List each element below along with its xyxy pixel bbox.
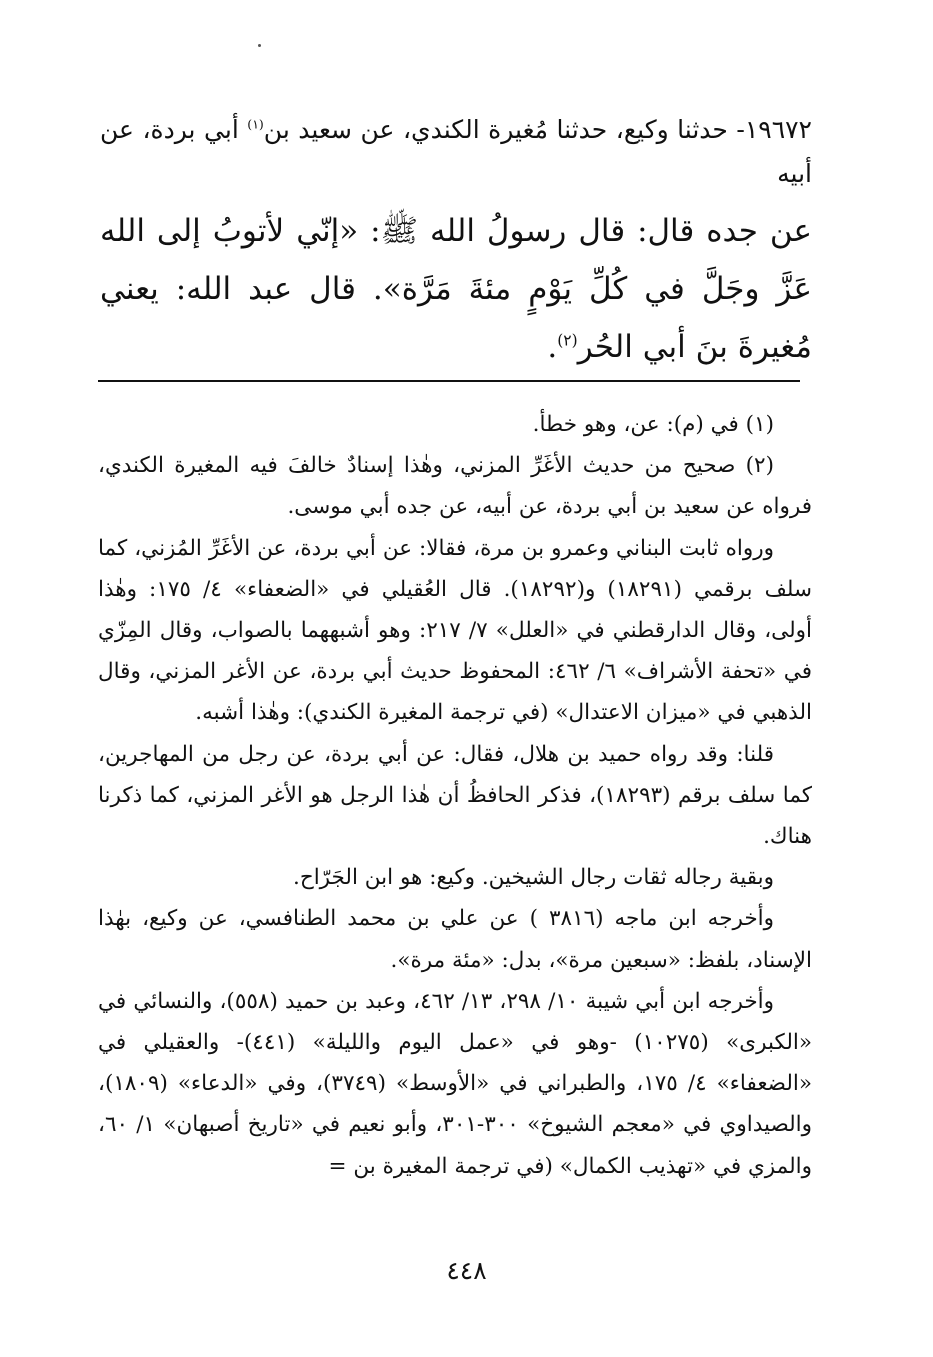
matn-text: عن جده قال: قال رسولُ الله ﷺ: «إنّي لأتوبُ إلى الله عَزَّ وجَلَّ في كُلِّ يَوْمٍ مئةَ مَرَّة». قال عبد الله: يعني مُغيرةَ بنَ أبي الحُر xyxy=(100,213,812,365)
footnote-2-para-6: وأخرجه ابن أبي شيبة ١٠/ ٢٩٨، ١٣/ ٤٦٢، وعبد بن حميد (٥٥٨)، والنسائي في «الكبرى» (١٠٢٧٥) -وهو في «عمل اليوم والليلة» (٤٤١)- والعقيلي في «الضعفاء» ٤/ ١٧٥، والطبراني في «الأوسط» (٣٧٤٩)، وفي «الدعاء» (١٨٠٩)، والصيداوي في «معجم الشيوخ» ٣٠٠-٣٠١، وأبو نعيم في «تاريخ أصبهان» ١/ ٦٠، والمزي في «تهذيب الكمال» (في ترجمة المغيرة بن = xyxy=(98,988,813,1179)
page-number: ٤٤٨ xyxy=(446,1256,487,1285)
footnote-2-para-2: ورواه ثابت البناني وعمرو بن مرة، فقالا: عن أبي بردة، عن الأغَرِّ المُزني، كما سلف برقمي (١٨٢٩١) و(١٨٢٩٢). قال العُقيلي في «الضعفاء» ٤/ ١٧٥: وهٰذا أولى، وقال الدارقطني في «العلل» ٧/ ٢١٧: وهو أشبههما بالصواب، وقال المِزّي في «تحفة الأشراف» ٦/ ٤٦٢: المحفوظ حديث أبي بردة، عن الأغر المزني، وقال الذهبي في «ميزان الاعتدال» (في ترجمة المغيرة الكندي): وهٰذا أشبه. xyxy=(98,535,812,726)
isnad-text: ١٩٦٧٢- حدثنا وكيع، حدثنا مُغيرة الكندي، عن سعيد بن xyxy=(263,115,812,144)
footnote-2-para-4: وبقية رجاله ثقات رجال الشيخين. وكيع: هو ابن الجَرّاح. xyxy=(293,865,774,891)
footnote-ref-1: (١) xyxy=(247,116,264,132)
footnote-ref-2: (٢) xyxy=(557,331,578,350)
isnad-text-end: أبي بردة، عن أبيه xyxy=(100,115,812,188)
hadith-matn xyxy=(100,202,812,376)
footnote-separator xyxy=(98,380,800,382)
footnote-2-para-3: قلنا: وقد رواه حميد بن هلال، فقال: عن أبي بردة، عن رجل من المهاجرين، كما سلف برقم (١٨٢٩٣)، فذكر الحافظُ أن هٰذا الرجل هو الأغر المزني، كما ذكرنا هناك. xyxy=(98,741,812,850)
footnotes xyxy=(98,404,812,1187)
hadith-isnad xyxy=(100,108,812,196)
scan-speck xyxy=(258,44,261,47)
main-text xyxy=(100,108,812,376)
matn-text-end: . xyxy=(547,329,558,365)
footnote-2-para-5: وأخرجه ابن ماجه (٣٨١٦ ) عن علي بن محمد الطنافسي، عن وكيع، بهٰذا الإسناد، بلفظ: «سبعين مرة»، بدل: «مئة مرة». xyxy=(98,906,812,973)
footnote-2-para-1: (٢) صحيح من حديث الأغَرِّ المزني، وهٰذا إسنادٌ خالفَ فيه المغيرة الكندي، فرواه عن سعيد بن أبي بردة، عن أبيه، عن جده أبي موسى. xyxy=(98,453,812,520)
footnote-1: (١) في (م): عن، وهو خطأ. xyxy=(532,412,774,437)
